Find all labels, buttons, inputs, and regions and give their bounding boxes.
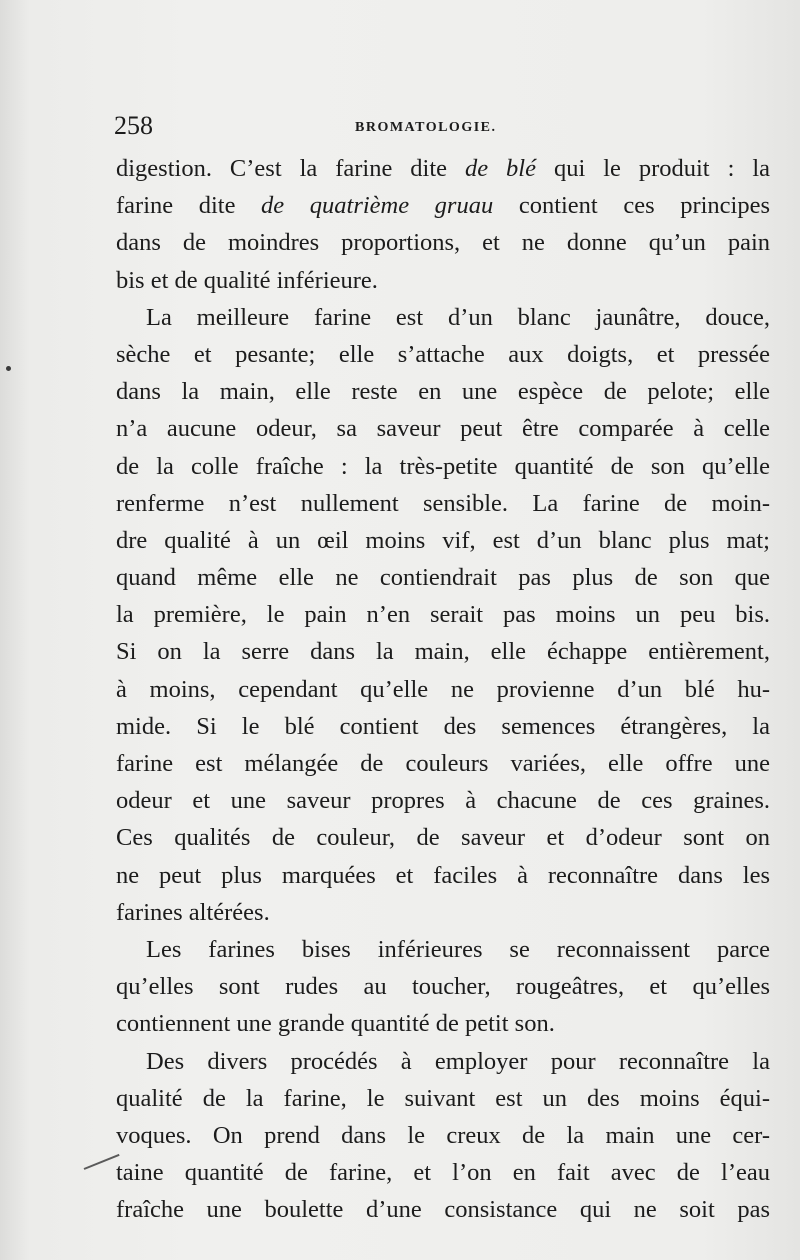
text-run: Les farines bises inférieures se reconnaissent parce (146, 935, 770, 963)
page-number: 258 (114, 111, 153, 140)
text-run: digestion. C’est la farine dite (116, 155, 465, 182)
text-line (116, 559, 770, 596)
text-line (116, 1154, 770, 1191)
text-run: dre qualité à un œil moins vif, est d’un blanc plus mat; (116, 526, 770, 554)
text-line (116, 262, 770, 299)
text-line (116, 819, 770, 856)
text-line (116, 1080, 770, 1117)
text-line (116, 782, 770, 819)
text-line (116, 485, 770, 522)
text-line (116, 894, 770, 931)
text-run: farine dite (116, 192, 262, 220)
text-line (116, 968, 770, 1005)
text-line (116, 596, 770, 633)
text-run: quand même elle ne contiendrait pas plus de son que (116, 564, 770, 592)
text-line (116, 671, 770, 708)
text-line (116, 373, 770, 410)
text-line (116, 1043, 770, 1080)
text-run: taine quantité de farine, et l’on en fait avec de l’eau (116, 1159, 770, 1187)
ink-speck (6, 366, 11, 371)
text-run: ne peut plus marquées et faciles à reconnaître dans les (116, 861, 770, 889)
text-line (116, 336, 770, 373)
page-header (114, 106, 514, 146)
text-line (116, 708, 770, 745)
text-run: farine est mélangée de couleurs variées, elle offre une (116, 750, 770, 777)
text-run: contiennent une grande quantité de petit son. (116, 1010, 555, 1038)
text-line (116, 633, 770, 670)
text-line (116, 410, 770, 447)
text-run: à moins, cependant qu’elle ne provienne d’un blé hu- (116, 675, 770, 703)
text-line (116, 522, 770, 559)
text-run: Si on la serre dans la main, elle échappe entièrement, (116, 638, 770, 666)
italic-term: de quatrième gruau (261, 192, 494, 220)
text-line (116, 299, 770, 336)
text-line (116, 224, 770, 261)
text-line (116, 187, 770, 224)
text-run: mide. Si le blé contient des semences étrangères, la (116, 712, 770, 740)
text-line (116, 931, 770, 968)
pencil-mark (84, 1154, 120, 1170)
text-line (116, 448, 770, 485)
text-run: voques. On prend dans le creux de la main une cer- (116, 1121, 770, 1149)
body-text (116, 150, 770, 1228)
text-run: dans la main, elle reste en une espèce de pelote; elle (116, 378, 770, 406)
text-run: dans de moindres proportions, et ne donne qu’un pain (116, 229, 770, 257)
text-line (116, 1117, 770, 1154)
text-line (116, 1005, 770, 1042)
text-run: qu’elles sont rudes au toucher, rougeâtres, et qu’elles (116, 973, 770, 1001)
text-run: la première, le pain n’en serait pas moins un peu bis. (116, 601, 770, 629)
text-line (116, 1191, 770, 1228)
text-run: Des divers procédés à employer pour reconnaître la (146, 1047, 770, 1075)
text-line (116, 857, 770, 894)
text-run: farines altérées. (116, 898, 270, 926)
italic-term: de blé (464, 155, 536, 182)
text-line (116, 150, 770, 187)
text-run: odeur et une saveur propres à chacune de ces graines. (116, 787, 770, 815)
text-run: qualité de la farine, le suivant est un des moins équi- (116, 1084, 770, 1112)
text-run: renferme n’est nullement sensible. La farine de moin- (116, 489, 770, 517)
text-run: Ces qualités de couleur, de saveur et d’odeur sont on (116, 824, 770, 852)
text-run: de la colle fraîche : la très-petite quantité de son qu’elle (116, 452, 770, 480)
text-run: fraîche une boulette d’une consistance qui ne soit pas (116, 1196, 770, 1224)
text-run: n’a aucune odeur, sa saveur peut être comparée à celle (116, 415, 770, 443)
text-line (116, 745, 770, 782)
running-head: BROMATOLOGIE. (355, 120, 497, 135)
text-run: contient ces principes (493, 192, 771, 220)
text-run: sèche et pesante; elle s’attache aux doigts, et pressée (116, 340, 770, 368)
text-run: qui le produit : la (536, 155, 771, 182)
text-run: bis et de qualité inférieure. (116, 266, 378, 294)
text-run: La meilleure farine est d’un blanc jaunâtre, douce, (146, 303, 770, 331)
